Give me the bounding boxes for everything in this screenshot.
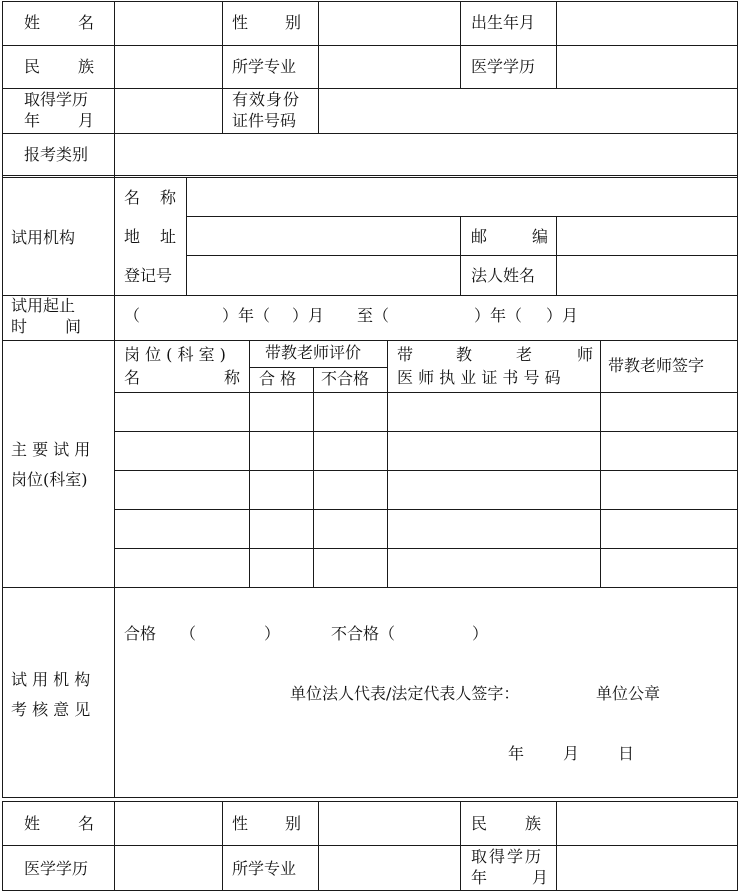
second-major-field[interactable]	[320, 847, 458, 888]
gender-label-char1: 性	[232, 13, 249, 32]
second-name-label-char2: 名	[78, 814, 95, 833]
opinion-fail-checkbox[interactable]	[402, 620, 468, 648]
pass-column-header: 合 格	[259, 369, 297, 388]
post-name-cell[interactable]	[116, 550, 247, 585]
period-label-line1: 试用起止	[11, 296, 76, 315]
post-cert-cell[interactable]	[389, 394, 598, 429]
post-pass-cell[interactable]	[251, 472, 311, 507]
post-column-header-char2: 称	[224, 368, 241, 387]
postcode-label-char1: 邮	[471, 227, 488, 246]
rule	[114, 431, 738, 432]
period-start-month-field[interactable]	[268, 300, 290, 334]
post-pass-cell[interactable]	[251, 394, 311, 429]
ethnicity-label-char1: 民	[24, 57, 41, 76]
period-label-time-char2: 间	[65, 317, 82, 336]
post-name-cell[interactable]	[116, 394, 247, 429]
post-cert-cell[interactable]	[389, 511, 598, 546]
period-open-paren: （	[124, 306, 141, 325]
rule	[2, 133, 738, 134]
exam-category-field[interactable]	[116, 135, 735, 173]
post-name-cell[interactable]	[116, 472, 247, 507]
rule	[318, 801, 319, 891]
medical-education-field[interactable]	[558, 47, 735, 86]
unit-seal-label: 单位公章	[596, 684, 661, 703]
post-column-header-char1: 名	[124, 368, 141, 387]
degree-date-label-line1: 取得学历	[24, 90, 89, 109]
second-major-label: 所学专业	[232, 859, 297, 878]
rule	[737, 801, 738, 891]
id-label-line1: 有效身份	[232, 90, 301, 109]
period-end-year-close: ）年（	[474, 306, 523, 325]
rule	[2, 1, 3, 798]
rule	[313, 367, 314, 587]
legal-person-label: 法人姓名	[471, 266, 536, 285]
institution-name-field[interactable]	[188, 179, 735, 214]
post-fail-cell[interactable]	[315, 472, 385, 507]
rule	[249, 340, 250, 587]
opinion-pass-close: ）	[264, 624, 281, 643]
ethnicity-label-char2: 族	[78, 57, 95, 76]
second-gender-field[interactable]	[320, 803, 458, 843]
institution-section-label: 试用机构	[11, 228, 76, 247]
post-sign-cell[interactable]	[602, 550, 735, 585]
rule	[114, 801, 115, 891]
post-name-cell[interactable]	[116, 433, 247, 468]
birth-label: 出生年月	[471, 13, 536, 32]
rule	[2, 845, 738, 846]
rule	[556, 801, 557, 891]
id-label-line2: 证件号码	[232, 111, 297, 130]
opinion-pass-open: （	[180, 624, 197, 643]
institution-address-field[interactable]	[188, 218, 458, 253]
rule	[2, 587, 738, 588]
fail-column-header: 不合格	[321, 369, 370, 388]
ethnicity-field[interactable]	[116, 47, 220, 86]
rule	[2, 890, 738, 891]
rule	[2, 797, 738, 798]
rule	[222, 801, 223, 891]
post-sign-cell[interactable]	[602, 511, 735, 546]
cert-header-char2: 教	[456, 345, 473, 364]
rule	[2, 175, 738, 176]
opinion-fail-close: ）	[472, 624, 489, 643]
rule	[114, 509, 738, 510]
legal-person-field[interactable]	[558, 257, 735, 293]
legal-representative-signature-label: 单位法人代表/法定代表人签字：	[290, 684, 520, 703]
post-sign-cell[interactable]	[602, 433, 735, 468]
major-field[interactable]	[320, 47, 458, 86]
rule	[186, 255, 738, 256]
rule	[460, 801, 461, 891]
posts-section-label-line2: 岗位(科室)	[11, 470, 88, 489]
rule	[186, 177, 187, 295]
cert-header-char3: 老	[516, 345, 533, 364]
rule	[2, 801, 3, 891]
institution-address-label-char2: 址	[160, 227, 177, 246]
rule	[460, 216, 461, 295]
second-ethnicity-label-char1: 民	[471, 814, 488, 833]
registration-number-field[interactable]	[188, 257, 458, 293]
post-pass-cell[interactable]	[251, 511, 311, 546]
post-sign-cell[interactable]	[602, 472, 735, 507]
period-start-year-close: ）年（	[222, 306, 271, 325]
second-degree-date-label-line1: 取得学历	[471, 847, 544, 866]
rule	[114, 470, 738, 471]
rule	[2, 801, 738, 802]
major-label: 所学专业	[232, 57, 297, 76]
post-name-cell[interactable]	[116, 511, 247, 546]
rule	[556, 1, 557, 89]
rule	[2, 295, 738, 296]
second-degree-date-field[interactable]	[558, 847, 735, 888]
institution-address-label-char1: 地	[124, 227, 141, 246]
second-degree-date-label-month: 月	[532, 868, 549, 887]
rule	[114, 392, 738, 393]
gender-label-char2: 别	[285, 13, 302, 32]
name-label-char2: 名	[78, 13, 95, 32]
post-fail-cell[interactable]	[315, 433, 385, 468]
second-name-label-char1: 姓	[24, 814, 41, 833]
opinion-label-line2: 考 核 意 见	[11, 700, 91, 719]
period-start-year-field[interactable]	[140, 300, 220, 334]
medical-education-label: 医学学历	[471, 57, 536, 76]
name-field[interactable]	[116, 3, 220, 43]
second-gender-label-char2: 别	[285, 814, 302, 833]
institution-name-label-char1: 名	[124, 188, 141, 207]
second-name-field[interactable]	[116, 803, 220, 843]
post-sign-cell[interactable]	[602, 394, 735, 429]
rule	[2, 45, 738, 46]
degree-date-field[interactable]	[116, 90, 220, 131]
gender-field[interactable]	[320, 3, 458, 43]
id-number-field[interactable]	[320, 90, 735, 131]
opinion-date-month: 月	[563, 744, 580, 763]
birth-field[interactable]	[558, 3, 735, 43]
opinion-date-day: 日	[618, 744, 635, 763]
rule	[2, 1, 738, 2]
post-cert-cell[interactable]	[389, 550, 598, 585]
name-label-char1: 姓	[24, 13, 41, 32]
opinion-date-year: 年	[508, 744, 525, 763]
rule	[600, 340, 601, 587]
rule	[114, 1, 115, 798]
post-column-header-line1: 岗 位 ( 科 室 )	[124, 345, 226, 364]
posts-section-label-line1: 主 要 试 用	[11, 440, 91, 459]
period-end-month-field[interactable]	[522, 300, 544, 334]
teacher-evaluation-header: 带教老师评价	[265, 343, 362, 362]
rule	[387, 340, 388, 587]
rule	[114, 548, 738, 549]
rule	[737, 1, 738, 798]
degree-date-label-year: 年	[24, 111, 41, 130]
second-degree-date-label-year: 年	[471, 868, 488, 887]
second-medical-education-label: 医学学历	[24, 859, 89, 878]
exam-category-label: 报考类别	[24, 145, 89, 164]
post-fail-cell[interactable]	[315, 394, 385, 429]
postcode-label-char2: 编	[532, 227, 549, 246]
degree-date-label-month: 月	[78, 111, 95, 130]
period-to: 至（	[357, 306, 390, 325]
rule	[249, 367, 387, 368]
second-medical-education-field[interactable]	[116, 847, 220, 888]
teacher-signature-header: 带教老师签字	[608, 356, 705, 375]
period-start-month-close: ）月	[292, 306, 325, 325]
cert-header-char1: 带	[397, 345, 414, 364]
institution-name-label-char2: 称	[160, 188, 177, 207]
post-fail-cell[interactable]	[315, 550, 385, 585]
rule	[2, 177, 738, 178]
postcode-field[interactable]	[558, 218, 735, 253]
registration-number-label: 登记号	[124, 266, 173, 285]
post-fail-cell[interactable]	[315, 511, 385, 546]
rule	[186, 216, 738, 217]
cert-header-char4: 师	[577, 345, 594, 364]
post-pass-cell[interactable]	[251, 433, 311, 468]
second-gender-label-char1: 性	[232, 814, 249, 833]
rule	[556, 216, 557, 295]
opinion-pass-checkbox[interactable]	[198, 620, 262, 648]
second-ethnicity-field[interactable]	[558, 803, 735, 843]
rule	[222, 1, 223, 133]
rule	[460, 1, 461, 89]
second-ethnicity-label-char2: 族	[525, 814, 542, 833]
period-label-time-char1: 时	[11, 317, 28, 336]
rule	[2, 340, 738, 341]
cert-header-line2: 医 师 执 业 证 书 号 码	[397, 368, 561, 387]
rule	[318, 1, 319, 133]
post-cert-cell[interactable]	[389, 433, 598, 468]
period-end-month-close: ）月	[546, 306, 579, 325]
post-pass-cell[interactable]	[251, 550, 311, 585]
opinion-label-line1: 试 用 机 构	[11, 670, 91, 689]
opinion-fail-label: 不合格（	[331, 624, 396, 643]
opinion-pass-label: 合格	[124, 624, 157, 643]
period-end-year-field[interactable]	[392, 300, 472, 334]
post-cert-cell[interactable]	[389, 472, 598, 507]
rule	[2, 88, 738, 89]
